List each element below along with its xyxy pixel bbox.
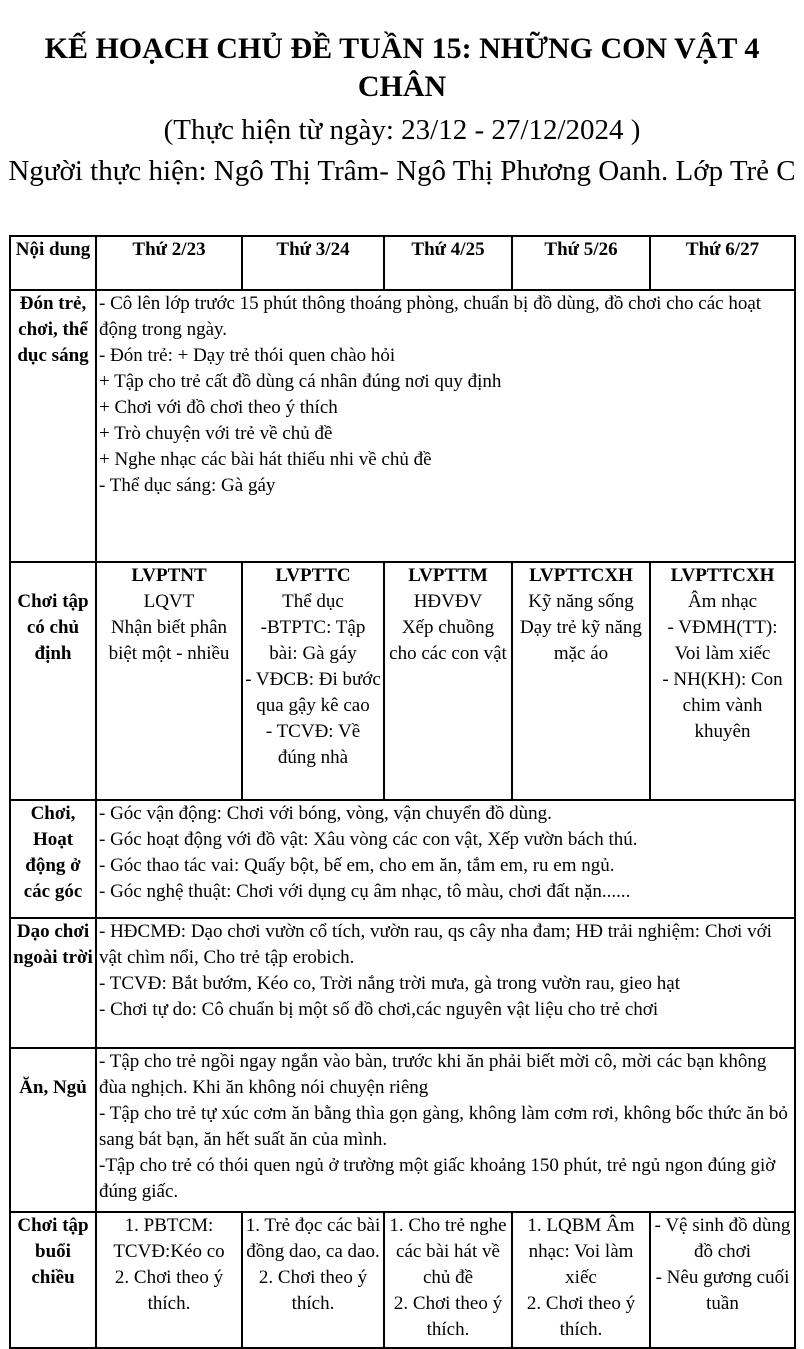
row-label: Chơi tập buổi chiều bbox=[10, 1212, 96, 1348]
table-header-row bbox=[10, 236, 795, 290]
header-friday: Thứ 6/27 bbox=[650, 236, 795, 290]
tuesday-activity: LVPTTC Thể dục -BTPTC: Tập bài: Gà gáy - VĐCB: Đi bước qua gậy kê cao - TCVĐ: Về đúng nhà bbox=[242, 562, 384, 800]
wednesday-activity: LVPTTM HĐVĐV Xếp chuồng cho các con vật bbox=[384, 562, 512, 800]
header-monday: Thứ 2/23 bbox=[96, 236, 242, 290]
list-item: - Góc thao tác vai: Quấy bột, bế em, cho em ăn, tắm em, ru em ngủ. bbox=[99, 855, 615, 876]
row-buoi-chieu bbox=[10, 1212, 795, 1348]
header-tuesday: Thứ 3/24 bbox=[242, 236, 384, 290]
row-content bbox=[96, 918, 795, 1048]
row-label: Dạo chơi ngoài trời bbox=[10, 918, 96, 1048]
list-item: + Chơi với đồ chơi theo ý thích bbox=[99, 397, 338, 418]
row-content bbox=[96, 800, 795, 918]
row-content bbox=[96, 1048, 795, 1212]
list-item: + Tập cho trẻ cất đồ dùng cá nhân đúng nơi quy định bbox=[99, 371, 502, 392]
thursday-afternoon: 1. LQBM Âm nhạc: Voi làm xiếc 2. Chơi theo ý thích. bbox=[512, 1212, 650, 1348]
thursday-activity: LVPTTCXH Kỹ năng sống Dạy trẻ kỹ năng mặc áo bbox=[512, 562, 650, 800]
row-label: Đón trẻ, chơi, thể dục sáng bbox=[10, 290, 96, 562]
row-label: Ăn, Ngủ bbox=[10, 1048, 96, 1212]
row-dao-choi bbox=[10, 918, 795, 1048]
tuesday-afternoon: 1. Trẻ đọc các bài đồng dao, ca dao. 2. Chơi theo ý thích. bbox=[242, 1212, 384, 1348]
friday-afternoon: - Vệ sinh đồ dùng đồ chơi - Nêu gương cuối tuần bbox=[650, 1212, 795, 1348]
header-thursday: Thứ 5/26 bbox=[512, 236, 650, 290]
row-an-ngu bbox=[10, 1048, 795, 1212]
date-range: (Thực hiện từ ngày: 23/12 - 27/12/2024 ) bbox=[163, 114, 641, 146]
list-item: - Thể dục sáng: Gà gáy bbox=[99, 475, 276, 496]
row-label: Chơi, Hoạt động ở các góc bbox=[10, 800, 96, 918]
list-item: - HĐCMĐ: Dạo chơi vườn cổ tích, vườn rau, qs cây nha đam; HĐ trải nghiệm: Chơi với vật chìm nổi, Cho trẻ tập erobich. bbox=[99, 921, 772, 968]
friday-activity: LVPTTCXH Âm nhạc - VĐMH(TT): Voi làm xiếc - NH(KH): Con chim vành khuyên bbox=[650, 562, 795, 800]
list-item: -Tập cho trẻ có thói quen ngủ ở trường một giấc khoảng 150 phút, trẻ ngủ ngon đúng giờ đúng giấc. bbox=[99, 1155, 776, 1202]
wednesday-afternoon: 1. Cho trẻ nghe các bài hát về chủ đề 2. Chơi theo ý thích. bbox=[384, 1212, 512, 1348]
row-choi-tap bbox=[10, 562, 795, 800]
plan-title: KẾ HOẠCH CHỦ ĐỀ TUẦN 15: NHỮNG CON VẬT 4 CHÂN bbox=[44, 32, 760, 103]
list-item: - Tập cho trẻ tự xúc cơm ăn bằng thìa gọn gàng, không làm cơm rơi, không bốc thức ăn bỏ sang bát bạn, ăn hết suất ăn của mình. bbox=[99, 1103, 788, 1150]
header-wednesday: Thứ 4/25 bbox=[384, 236, 512, 290]
list-item: + Nghe nhạc các bài hát thiếu nhi về chủ đề bbox=[99, 449, 432, 470]
list-item: - Góc hoạt động với đồ vật: Xâu vòng các con vật, Xếp vườn bách thú. bbox=[99, 829, 638, 850]
list-item: - Góc vận động: Chơi với bóng, vòng, vận chuyển đồ dùng. bbox=[99, 803, 552, 824]
row-label: Chơi tập có chủ định bbox=[10, 562, 96, 800]
list-item: + Trò chuyện với trẻ về chủ đề bbox=[99, 423, 333, 444]
list-item: - TCVĐ: Bắt bướm, Kéo co, Trời nắng trời mưa, gà trong vườn rau, gieo hạt bbox=[99, 973, 681, 994]
row-choi-goc bbox=[10, 800, 795, 918]
row-don-tre bbox=[10, 290, 795, 562]
list-item: - Chơi tự do: Cô chuẩn bị một số đồ chơi,các nguyên vật liệu cho trẻ chơi bbox=[99, 999, 659, 1020]
list-item: - Đón trẻ: + Dạy trẻ thói quen chào hỏi bbox=[99, 345, 396, 366]
list-item: - Góc nghệ thuật: Chơi với dụng cụ âm nhạc, tô màu, chơi đất nặn...... bbox=[99, 881, 631, 902]
header-content: Nội dung bbox=[10, 236, 96, 290]
weekly-plan-table bbox=[9, 235, 796, 1349]
performers-line: Người thực hiện: Ngô Thị Trâm- Ngô Thị Phương Oanh. Lớp Trẻ C bbox=[8, 155, 796, 187]
list-item: - Tập cho trẻ ngồi ngay ngắn vào bàn, trước khi ăn phải biết mời cô, mời các bạn không đùa nghịch. Khi ăn không nói chuyện riêng bbox=[99, 1051, 767, 1098]
monday-afternoon: 1. PBTCM: TCVĐ:Kéo co 2. Chơi theo ý thích. bbox=[96, 1212, 242, 1348]
list-item: - Cô lên lớp trước 15 phút thông thoáng phòng, chuẩn bị đồ dùng, đồ chơi cho các hoạt động trong ngày. bbox=[99, 293, 762, 340]
row-content bbox=[96, 290, 795, 562]
monday-activity: LVPTNT LQVT Nhận biết phân biệt một - nhiều bbox=[96, 562, 242, 800]
